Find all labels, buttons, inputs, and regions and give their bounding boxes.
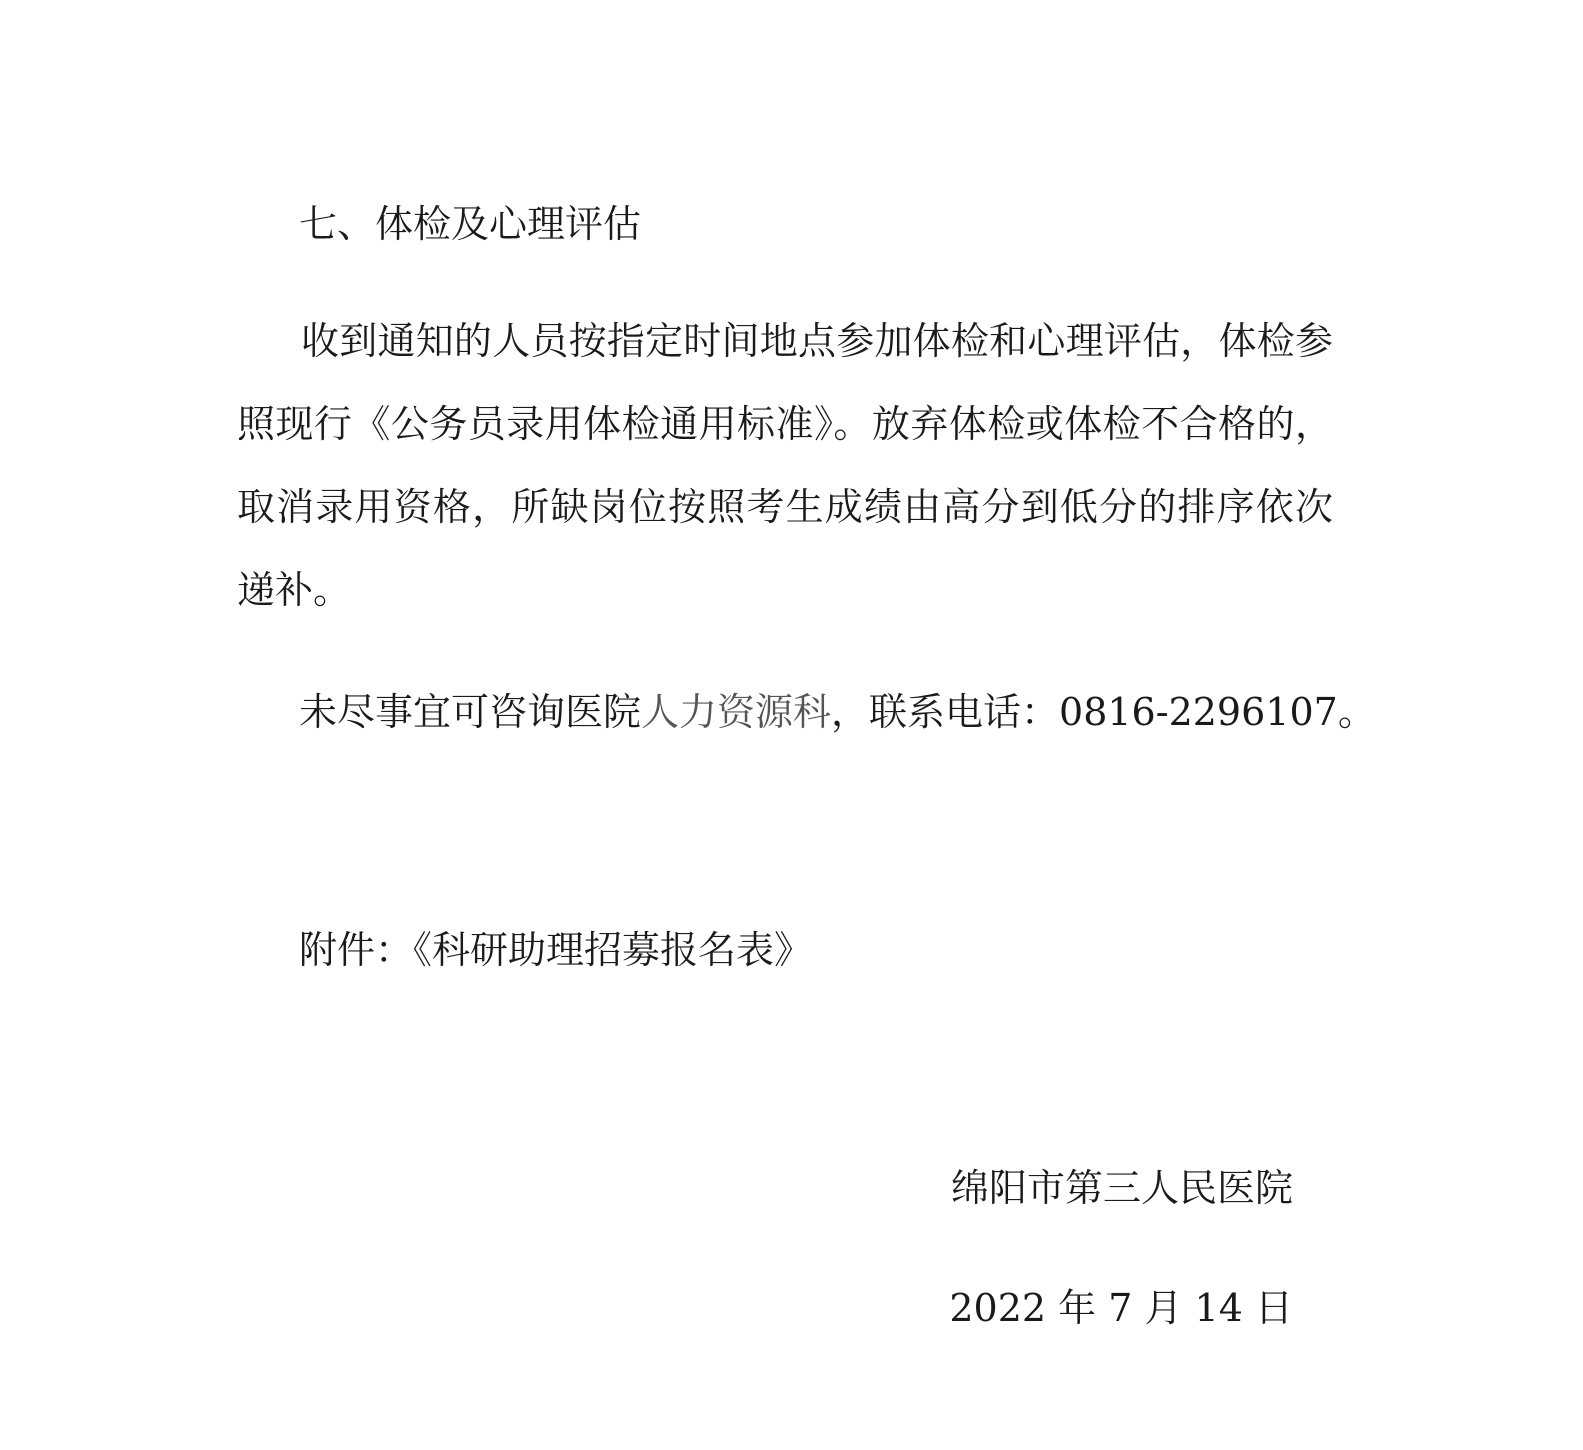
contact-phone: ，联系电话：0816-2296107。 [831, 690, 1376, 734]
contact-department: 人力资源科 [641, 690, 832, 734]
attachment-note: 附件：《科研助理招募报名表》 [299, 928, 813, 972]
signature-date: 2022 年 7 月 14 日 [949, 1286, 1293, 1330]
body-paragraph: 收到通知的人员按指定时间地点参加体检和心理评估，体检参照现行《公务员录用体检通用标准》。放弃体检或体检不合格的，取消录用资格，所缺岗位按照考生成绩由高分到低分的排序依次递补。 [237, 319, 1333, 612]
contact-prefix: 未尽事宜可咨询医院 [299, 690, 642, 734]
contact-line [299, 690, 1376, 734]
section-heading: 七、体检及心理评估 [299, 202, 642, 246]
signature-organization: 绵阳市第三人民医院 [950, 1166, 1293, 1210]
